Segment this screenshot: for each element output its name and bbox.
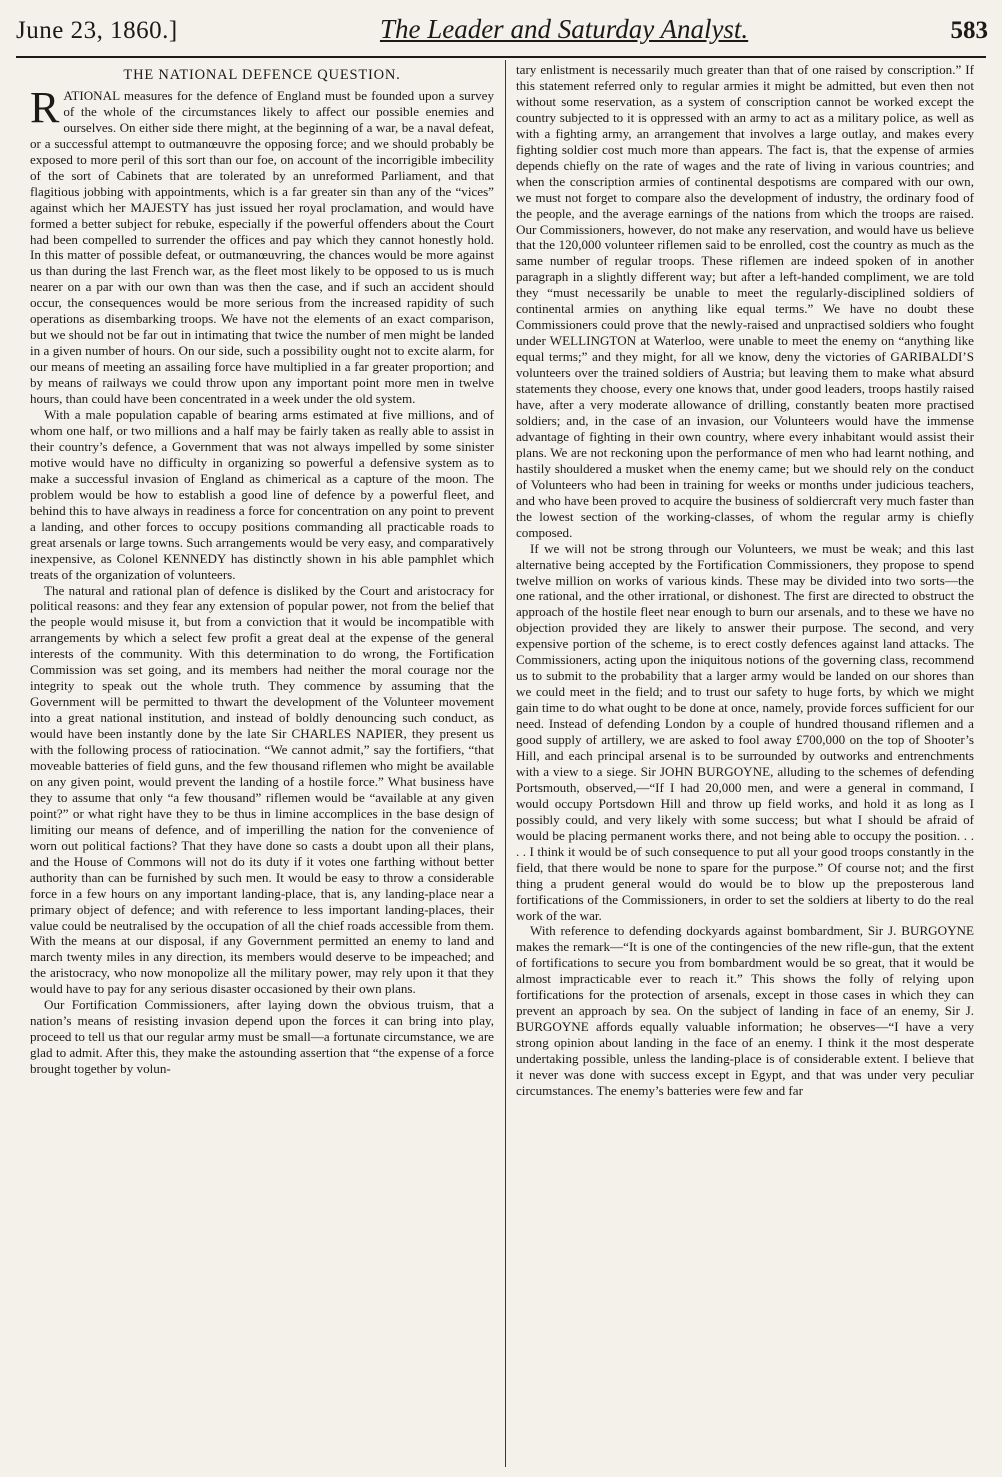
paragraph: RATIONAL measures for the defence of England must be founded upon a survey of the whole of the circumstances likely to affect our possible enemies and ourselves. On either side there might, at the beginning of a war, be a naval defeat, or a successful attempt to outmanœuvre the opposing force; and we should probably be exposed to more peril of this sort than our foe, on account of the incorrigible imbecility of the sort of Cabinets that are tolerated by an unreformed Parliament, and that flagitious jobbing with appointments, which is a far greater sin than any of the “vices” against which her MAJESTY has just issued her royal proclamation, and would have formed a better subject for rebuke, especially if the powerful offenders about the Court had been compelled to surrender the offices and pay which they cannot honestly hold. In this matter of possible defeat, or outmanœuvring, the chances would be more against us than during the last French war, as the fleet most likely to be opposed to us is much nearer on a par with our own than was then the case, and if such an accident should occur, the consequences would be more serious from the increased rapidity of such operations as disembarking troops. We have not the elements of an exact comparison, but we should not be far out in intimating that twice the number of men might be landed in a given number of hours. On our side, such a possibility ought not to excite alarm, for our means of meeting an assailing force have multiplied in a far greater proportion; and by means of railways we could throw upon any important point more men in twelve hours, than could have been concentrated in a week under the old system. [30,82,494,407]
right-column [516,62,974,1471]
page-header [16,14,988,54]
column-divider [505,60,506,1467]
paragraph: With a male population capable of bearing arms estimated at five millions, and of whom one half, or two millions and a half may be fairly taken as really able to assist in their country’s defence, a Government that was not always impelled by some sinister motive would have no difficulty in organizing so powerful a defensive system as to make a successful invasion of England as chimerical as a capture of the moon. The problem would be how to establish a good line of defence by a powerful fleet, and behind this to have always in readiness a force for concentration on any point to prevent a landing, and other forces to occupy positions commanding all practicable roads to great arsenals or large towns. Such arrangements would be very easy, and comparatively inexpensive, as Colonel KENNEDY has distinctly shown in his able pamphlet which treats of the organization of volunteers. [30,407,494,582]
article-title: THE NATIONAL DEFENCE QUESTION. [123,67,401,83]
page-number: 583 [950,17,988,44]
left-column [30,62,494,1471]
issue-date: June 23, 1860.] [16,17,178,44]
paragraph: With reference to defending dockyards against bombardment, Sir J. BURGOYNE makes the remark—“It is one of the contingencies of the new rifle-gun, that the extent of fortifications to secure you from bombardment would be so great, that it would be almost impracticable ever to reach it.” This shows the folly of relying upon fortifications for the protection of arsenals, except in those cases in which they can prevent an approach by sea. On the subject of landing in face of an enemy, Sir J. BURGOYNE affords equally valuable information; he observes—“I have a very strong opinion about landing in the face of an enemy. I think it the most desperate undertaking possible, unless the landing-place is of considerable extent. I believe that it never was done with success except in Egypt, and that was under very peculiar circumstances. The enemy’s batteries were few and far [516,923,974,1098]
header-rule [16,56,986,58]
drop-cap: R [30,82,60,132]
publication-title: The Leader and Saturday Analyst. [379,14,749,44]
paragraph: tary enlistment is necessarily much greater than that of one raised by conscription.” If this statement referred only to regular armies it might be admitted, but even then not without some reservation, as a system of conscription cannot be worked except the country subjected to it is oppressed with an army to act as a military police, as well as with a fighting army, an arrangement that involves a large outlay, and makes every fighting soldier cost much more than appears. The fact is, that the expense of armies depends chiefly on the rate of wages and the rate of living in various countries; and when the conscription armies of continental despotisms are compared with our own, we must not forget to compare also the development of industry, the ordinary food of the people, and the average earnings of the nations from which the troops are raised. Our Commissioners, however, do not make any reservation, and would have us believe that the 120,000 volunteer riflemen said to be enrolled, cost the country as much as the same number of regular troops. These riflemen are indeed spoken of in another paragraph in a slightly different way; but after a left-handed compliment, we are told they “must necessarily be unable to meet the regularly-disciplined soldiers of continental armies on anything like equal terms.” We have no doubt these Commissioners could prove that the newly-raised and unpractised soldiers who fought under WELLINGTON at Waterloo, were unable to meet the enemy on “anything like equal terms;” and they might, for all we know, deny the victories of GARIBALDI’S volunteers over the trained soldiers of Austria; but leaving them to make what absurd statements they choose, every one knows that, under good leaders, troops hastily raised have, after a very moderate allowance of drilling, constantly beaten more practised soldiers; and, in the case of an invasion, our Volunteers would have the immense advantage of fighting in their own country, where every inhabitant would assist their plans. We are not reckoning upon the performance of men who had learnt nothing, and hastily shouldered a musket when the enemy came; but we should rely on the conduct of Volunteers who had been in training for weeks or months under judicious teachers, and who have been proved to acquire the business of soldiercraft very much faster than the lowest section of the working-classes, of whom the regular army is chiefly composed. [516,62,974,540]
paragraph: The natural and rational plan of defence is disliked by the Court and aristocracy for political reasons: and they fear any extension of popular power, not from the belief that the people would misuse it, but from a conviction that it would be incompatible with arrangements by which a select few profit a great deal at the expense of the general interests of the community. With this determination to do wrong, the Fortification Commission was set going, and its members had neither the moral courage nor the integrity to speak out the whole truth. They commence by assuming that the Government will be permitted to thwart the development of the Volunteer movement into a great national institution, and instead of boldly denouncing such conduct, as would have been instantly done by the late Sir CHARLES NAPIER, they present us with the following process of ratiocination. “We cannot admit,” say the fortifiers, “that moveable batteries of field guns, and the few thousand riflemen who might be available on any given point, would prevent the landing of a hostile force.” What business have they to assume that only “a few thousand” riflemen would be “available at any given point?” or what right have they to be thus in limine accomplices in the base design of limiting our means of defence, and of imperilling the nation for the convenience of worn out political factions? That they have done so casts a doubt upon all their plans, and the House of Commons will not do its duty if it votes one farthing without better authority than can be furnished by such men. It would be easy to throw a considerable force in a few hours on any important landing-place, that is, any landing-place near a primary object of defence; and with reference to less important landing-places, their value could be neutralised by the occupation of all the chief roads accessible from them. With the means at our disposal, if any Government permitted an enemy to land and march twenty miles in any direction, its members would deserve to be impeached; and the aristocracy, who now monopolize all the military power, may rely upon it that they would have to pay for any serious disaster occasioned by their own plans. [30,582,494,997]
paragraph: If we will not be strong through our Volunteers, we must be weak; and this last alternative being accepted by the Fortification Commissioners, they propose to spend twelve million on works of various kinds. These may be divided into two sorts—the one rational, and the other irrational, or dishonest. The first are directed to obstruct the approach of the hostile fleet near enough to burn our arsenals, and to these we have no objection provided they are likely to answer their purpose. The second, and very expensive portion of the scheme, is to erect costly defences against land attacks. The Commissioners, acting upon the iniquitous notions of the governing class, recommend us to submit to the probability that a larger army would be landed on our shores than we could meet in the field; and to trust our safety to huge forts, by which we might gain time to do what ought to be done at once, namely, provide forces sufficient for our need. Instead of defending London by a couple of hundred thousand riflemen and a good supply of artillery, we are asked to fool away £700,000 on the top of Shooter’s Hill, and each principal arsenal is to be surrounded by outworks and entrenchments with a view to a siege. Sir JOHN BURGOYNE, alluding to the schemes of defending Portsmouth, observed,—“If I had 20,000 men, and were a general in command, I would occupy Portsdown Hill and throw up field works, and hold it as long as I possibly could, and very likely with some success; but what I should be afraid of would be placing permanent works there, and not being able to occupy the position. . . . . I think it would be of such consequence to put all your good troops constantly in the field, that there would be none to spare for the purpose.” Of course not; and the first thing a prudent general would do would be to blow up the preposterous land fortifications of the Commissioners, in order to set the soldiers at liberty to do the real work of the war. [516,540,974,923]
paragraph: Our Fortification Commissioners, after laying down the obvious truism, that a nation’s means of resisting invasion depend upon the forces it can bring into play, proceed to tell us that our regular army must be small—a fortunate circumstance, we are glad to admit. After this, they make the astounding assertion that “the expense of a force brought together by volun- [30,997,494,1077]
